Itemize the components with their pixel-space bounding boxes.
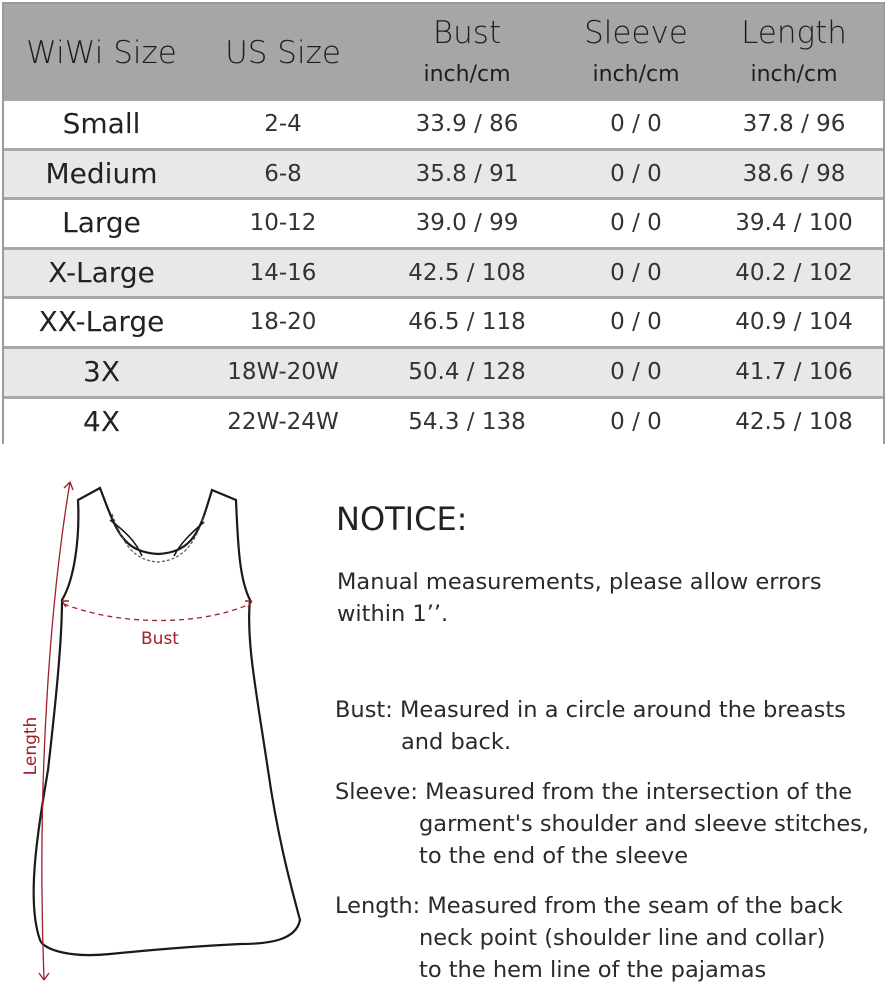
cell-size: 4X xyxy=(83,404,120,438)
header-length: Length inch/cm xyxy=(741,15,847,87)
dress-outline xyxy=(34,488,300,955)
bust-definition: Bust: Measured in a circle around the breasts and back. xyxy=(335,697,846,755)
header-us-size: US Size xyxy=(225,35,341,71)
cell-size: Large xyxy=(62,206,141,240)
cell-bust: 33.9 / 86 xyxy=(415,111,519,137)
table-row xyxy=(4,101,883,148)
cell-sleeve: 0 / 0 xyxy=(610,111,662,137)
cell-length: 40.2 / 102 xyxy=(735,259,853,286)
header-bust: Bust inch/cm xyxy=(423,15,511,87)
cell-bust: 50.4 / 128 xyxy=(408,359,526,385)
table-row xyxy=(4,349,883,396)
table-row xyxy=(4,200,883,247)
cell-us-size: 6-8 xyxy=(264,160,302,187)
header-sleeve: Sleeve inch/cm xyxy=(584,15,688,87)
cell-length: 37.8 / 96 xyxy=(742,111,846,137)
size-chart-table xyxy=(2,2,885,444)
table-header xyxy=(4,4,883,99)
table-row xyxy=(4,399,883,446)
bust-label: Bust xyxy=(141,629,179,649)
tank-dress-diagram xyxy=(0,470,320,1000)
cell-size: Medium xyxy=(45,156,158,190)
cell-size: Small xyxy=(62,107,141,140)
cell-length: 40.9 / 104 xyxy=(735,309,853,336)
cell-bust: 46.5 / 118 xyxy=(408,309,526,336)
cell-length: 41.7 / 106 xyxy=(735,359,853,385)
cell-length: 39.4 / 100 xyxy=(735,210,853,237)
table-row xyxy=(4,151,883,198)
cell-size: X-Large xyxy=(48,255,155,289)
cell-sleeve: 0 / 0 xyxy=(610,309,662,336)
length-definition: Length: Measured from the seam of the back neck point (shoulder line and collar) to the hem line of the pajamas xyxy=(335,893,843,983)
cell-bust: 39.0 / 99 xyxy=(415,210,519,237)
cell-sleeve: 0 / 0 xyxy=(610,259,662,286)
table-row xyxy=(4,250,883,297)
cell-sleeve: 0 / 0 xyxy=(610,160,662,187)
sleeve-definition: Sleeve: Measured from the intersection of the garment's shoulder and sleeve stitches, to the end of the sleeve xyxy=(335,779,870,869)
cell-sleeve: 0 / 0 xyxy=(610,408,662,435)
cell-length: 38.6 / 98 xyxy=(742,160,846,187)
header-wiwi-size: WiWi Size xyxy=(26,35,177,71)
cell-us-size: 10-12 xyxy=(249,210,317,237)
cell-us-size: 22W-24W xyxy=(227,408,339,435)
cell-sleeve: 0 / 0 xyxy=(610,210,662,237)
cell-us-size: 18W-20W xyxy=(227,359,339,385)
notice-title: NOTICE: xyxy=(336,500,468,538)
cell-us-size: 18-20 xyxy=(249,309,317,336)
table-row xyxy=(4,299,883,346)
length-label: Length xyxy=(21,716,41,776)
cell-us-size: 14-16 xyxy=(249,259,317,286)
manual-measurement-note: Manual measurements, please allow errors within 1’’. xyxy=(337,569,822,627)
cell-bust: 35.8 / 91 xyxy=(415,160,519,187)
cell-size: 3X xyxy=(83,355,120,388)
cell-length: 42.5 / 108 xyxy=(735,408,853,435)
cell-bust: 54.3 / 138 xyxy=(408,408,526,435)
cell-sleeve: 0 / 0 xyxy=(610,359,662,385)
cell-us-size: 2-4 xyxy=(264,111,302,137)
cell-bust: 42.5 / 108 xyxy=(408,259,526,286)
cell-size: XX-Large xyxy=(38,305,165,339)
